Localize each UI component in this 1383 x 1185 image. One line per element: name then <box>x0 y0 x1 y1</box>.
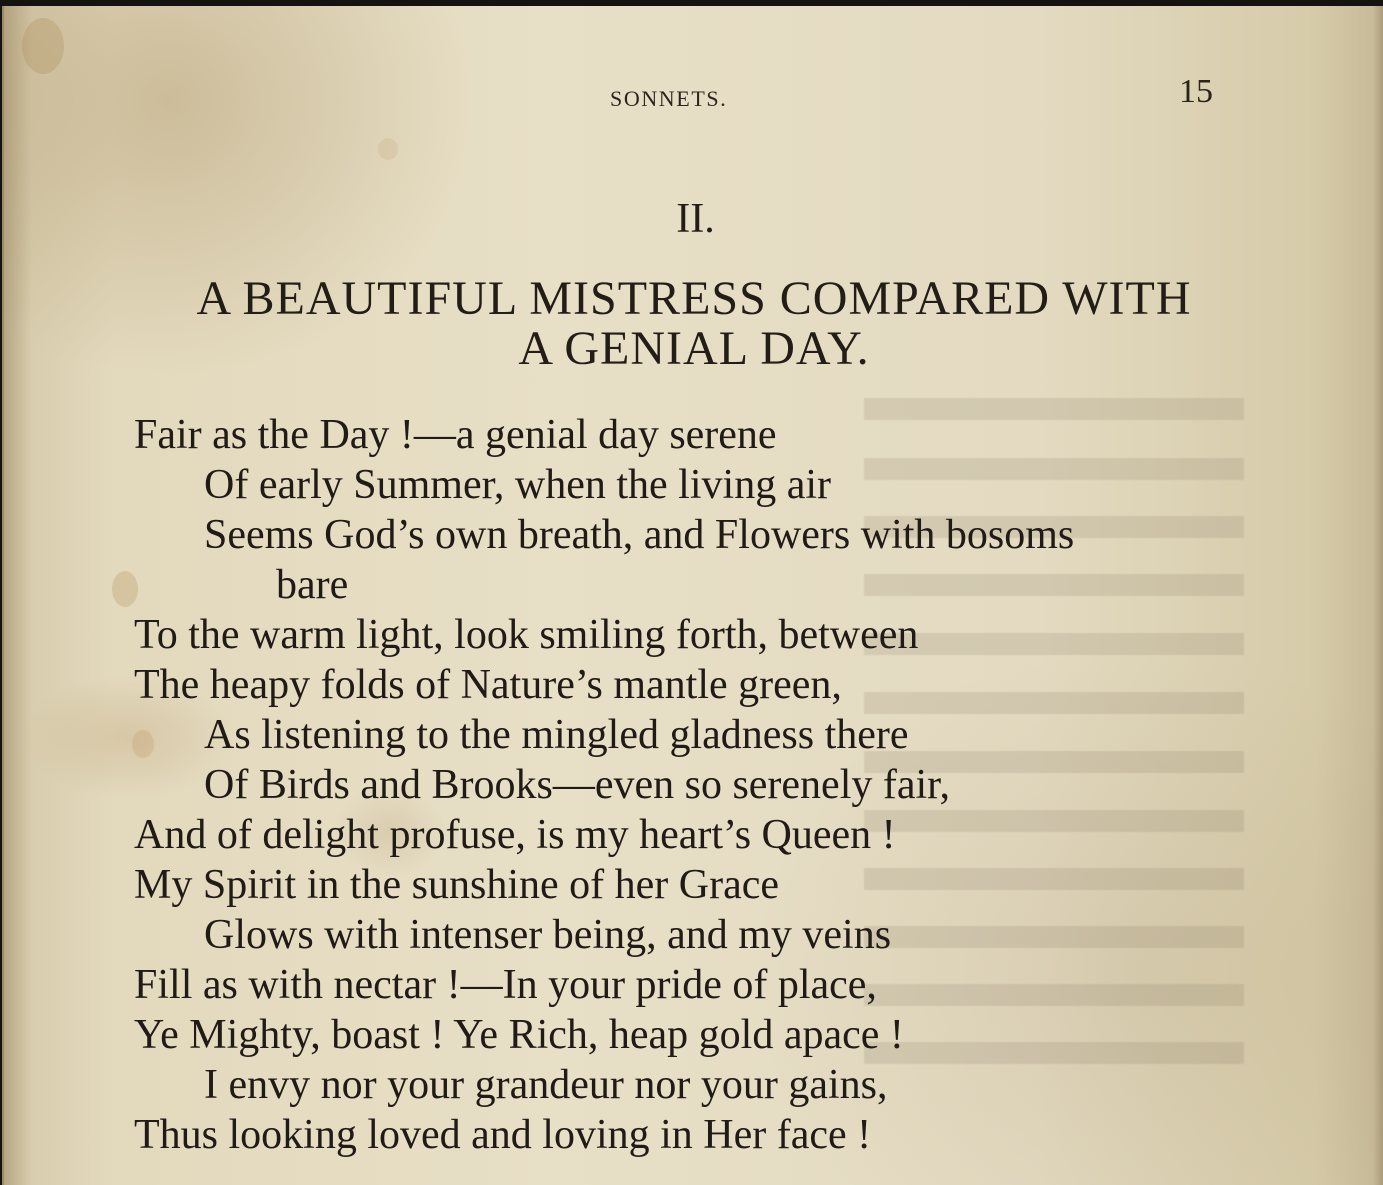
poem-line: Fair as the Day !—a genial day serene <box>134 412 777 458</box>
poem-line: The heapy folds of Nature’s mantle green, <box>134 662 842 708</box>
sonnet-number: II. <box>676 196 715 242</box>
title-line-1: A BEAUTIFUL MISTRESS COMPARED WITH <box>196 272 1192 325</box>
poem-line: Thus looking loved and loving in Her face ! <box>134 1112 872 1158</box>
foxing-spot <box>378 138 398 160</box>
book-page <box>2 6 1383 1185</box>
page-number: 15 <box>1179 73 1213 110</box>
poem-line: Of Birds and Brooks—even so serenely fair, <box>204 762 950 808</box>
poem-line: I envy nor your grandeur nor your gains, <box>204 1062 888 1108</box>
poem-line: As listening to the mingled gladness there <box>204 712 909 758</box>
running-head: SONNETS. <box>610 86 728 111</box>
poem-line: Seems God’s own breath, and Flowers with bosoms <box>204 512 1075 558</box>
poem-line: And of delight profuse, is my heart’s Queen ! <box>134 812 896 858</box>
poem-title <box>124 274 1264 374</box>
foxing-spot <box>22 18 64 74</box>
poem-line: Of early Summer, when the living air <box>204 462 831 508</box>
poem-line: My Spirit in the sunshine of her Grace <box>134 862 780 908</box>
poem-text <box>126 410 1266 1160</box>
poem-line: Glows with intenser being, and my veins <box>204 912 892 958</box>
title-line-2: A GENIAL DAY. <box>518 322 870 375</box>
poem-line: Fill as with nectar !—In your pride of place, <box>134 962 877 1008</box>
page-edge-shadow <box>1373 6 1383 1185</box>
poem-line: To the warm light, look smiling forth, between <box>134 612 919 658</box>
poem-line: Ye Mighty, boast ! Ye Rich, heap gold apace ! <box>134 1012 904 1058</box>
poem-line: bare <box>276 562 349 608</box>
